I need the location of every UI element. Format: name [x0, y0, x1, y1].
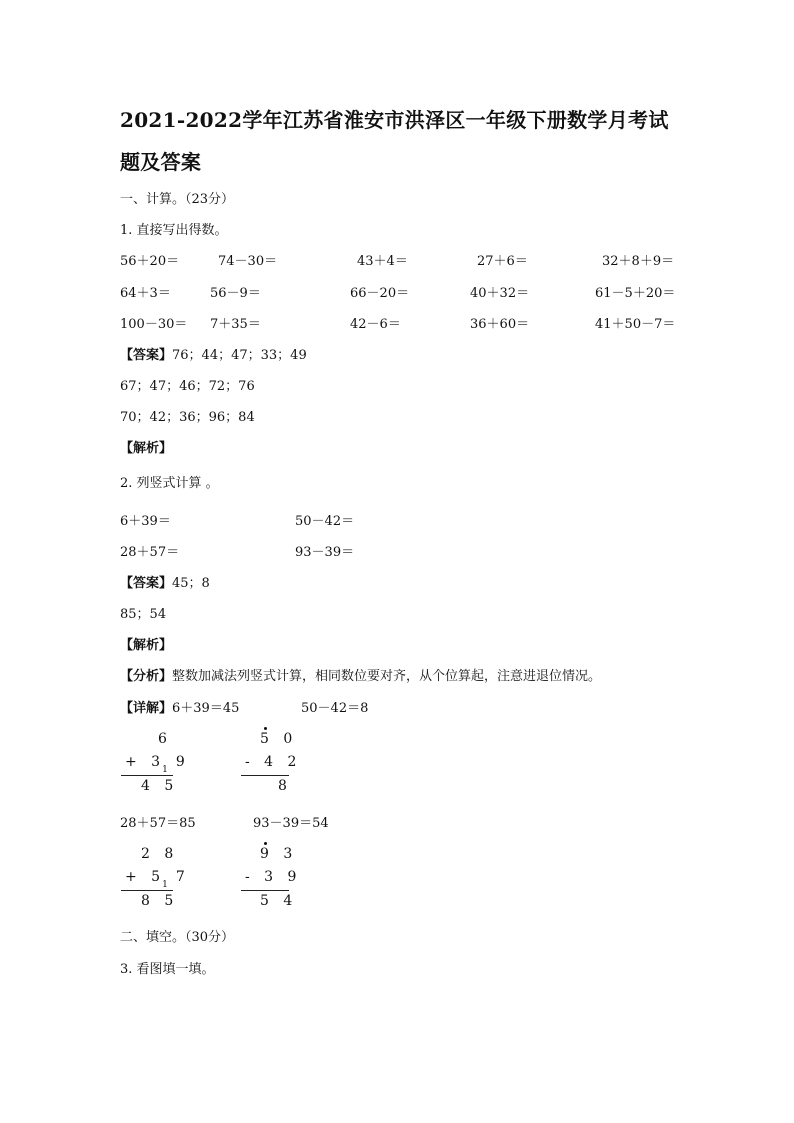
answer-text: 45；8	[172, 576, 210, 591]
q1-answer-line-2: 67；47；46；72；76	[120, 379, 255, 394]
vc-operand: - 4 2	[245, 754, 302, 770]
carry-mark: 1	[162, 765, 173, 775]
answer-text: 76；44；47；33；49	[172, 348, 307, 363]
vc-result: 5 4	[260, 893, 298, 909]
answer-tag: 【答案】	[120, 348, 173, 363]
q2-item: 6＋39＝	[120, 514, 171, 529]
vc-top: 6	[158, 731, 172, 747]
question-2-prompt: 2. 列竖式计算 。	[120, 476, 219, 491]
q1-item: 61－5＋20＝	[595, 286, 676, 301]
q1-item: 56－9＝	[210, 286, 261, 301]
vc-divider	[241, 775, 289, 776]
vc-operand	[125, 754, 190, 775]
vc-divider	[121, 775, 173, 776]
q1-answer-line-1	[120, 344, 307, 363]
q1-analysis-tag: 【解析】	[120, 441, 173, 456]
detail-equation: 50－42＝8	[301, 701, 369, 716]
q1-item: 43＋4＝	[357, 254, 408, 269]
q2-detail-line-1	[120, 697, 239, 716]
vc-result: 8	[278, 778, 292, 794]
q1-item: 64＋3＝	[120, 286, 171, 301]
q1-item: 56＋20＝	[120, 254, 180, 269]
q2-analysis-tag: 【解析】	[120, 638, 173, 653]
q2-item: 28＋57＝	[120, 545, 180, 560]
document-title-line1: 2021-2022学年江苏省淮安市洪泽区一年级下册数学月考试	[120, 108, 669, 132]
fenxi-text: 整数加减法列竖式计算，相同数位要对齐，从个位算起，注意进退位情况。	[172, 669, 602, 684]
document-title-line2: 题及答案	[120, 150, 202, 174]
answer-tag: 【答案】	[120, 576, 173, 591]
q1-item: 36＋60＝	[470, 317, 530, 332]
question-3-prompt: 3. 看图填一填。	[120, 962, 215, 977]
q1-item: 66－20＝	[350, 286, 410, 301]
vc-op: + 3	[125, 754, 166, 770]
vc-op-digit: 7	[175, 869, 190, 885]
q2-answer-line-2: 85；54	[120, 607, 167, 622]
carry-mark: 1	[162, 880, 173, 890]
q1-item: 41＋50－7＝	[595, 317, 676, 332]
question-1-prompt: 1. 直接写出得数。	[120, 223, 228, 238]
borrow-dot	[264, 842, 267, 845]
detail-tag: 【详解】	[120, 701, 173, 716]
q1-item: 32＋8＋9＝	[602, 254, 675, 269]
vc-top: 2 8	[141, 846, 179, 862]
detail-equation: 6＋39＝45	[172, 701, 240, 716]
fenxi-tag: 【分析】	[120, 669, 173, 684]
q1-item: 27＋6＝	[477, 254, 528, 269]
q1-answer-line-3: 70；42；36；96；84	[120, 410, 255, 425]
q2-fenxi	[120, 665, 601, 684]
q1-item: 7＋35＝	[210, 317, 261, 332]
vc-result: 4 5	[141, 778, 179, 794]
vc-result: 8 5	[141, 893, 179, 909]
q1-item: 42－6＝	[350, 317, 401, 332]
vc-top: 5 0	[260, 731, 298, 747]
q2-answer-line-1	[120, 572, 210, 591]
borrow-dot	[264, 727, 267, 730]
vc-op: + 5	[125, 869, 166, 885]
q2-item: 50－42＝	[295, 514, 355, 529]
detail-equation: 93－39＝54	[253, 816, 329, 831]
vc-op-digit: 9	[175, 754, 190, 770]
section-heading-fill-in: 二、填空。（30分）	[120, 930, 235, 945]
vc-operand: - 3 9	[245, 869, 302, 885]
section-heading-calculation: 一、计算。（23分）	[120, 192, 235, 207]
q1-item: 74－30＝	[218, 254, 278, 269]
vc-operand	[125, 869, 190, 890]
vc-top: 9 3	[260, 846, 298, 862]
detail-equation: 28＋57＝85	[120, 816, 196, 831]
vc-divider	[241, 890, 289, 891]
q1-item: 40＋32＝	[470, 286, 530, 301]
q1-item: 100－30＝	[120, 317, 188, 332]
q2-item: 93－39＝	[295, 545, 355, 560]
vc-divider	[121, 890, 173, 891]
